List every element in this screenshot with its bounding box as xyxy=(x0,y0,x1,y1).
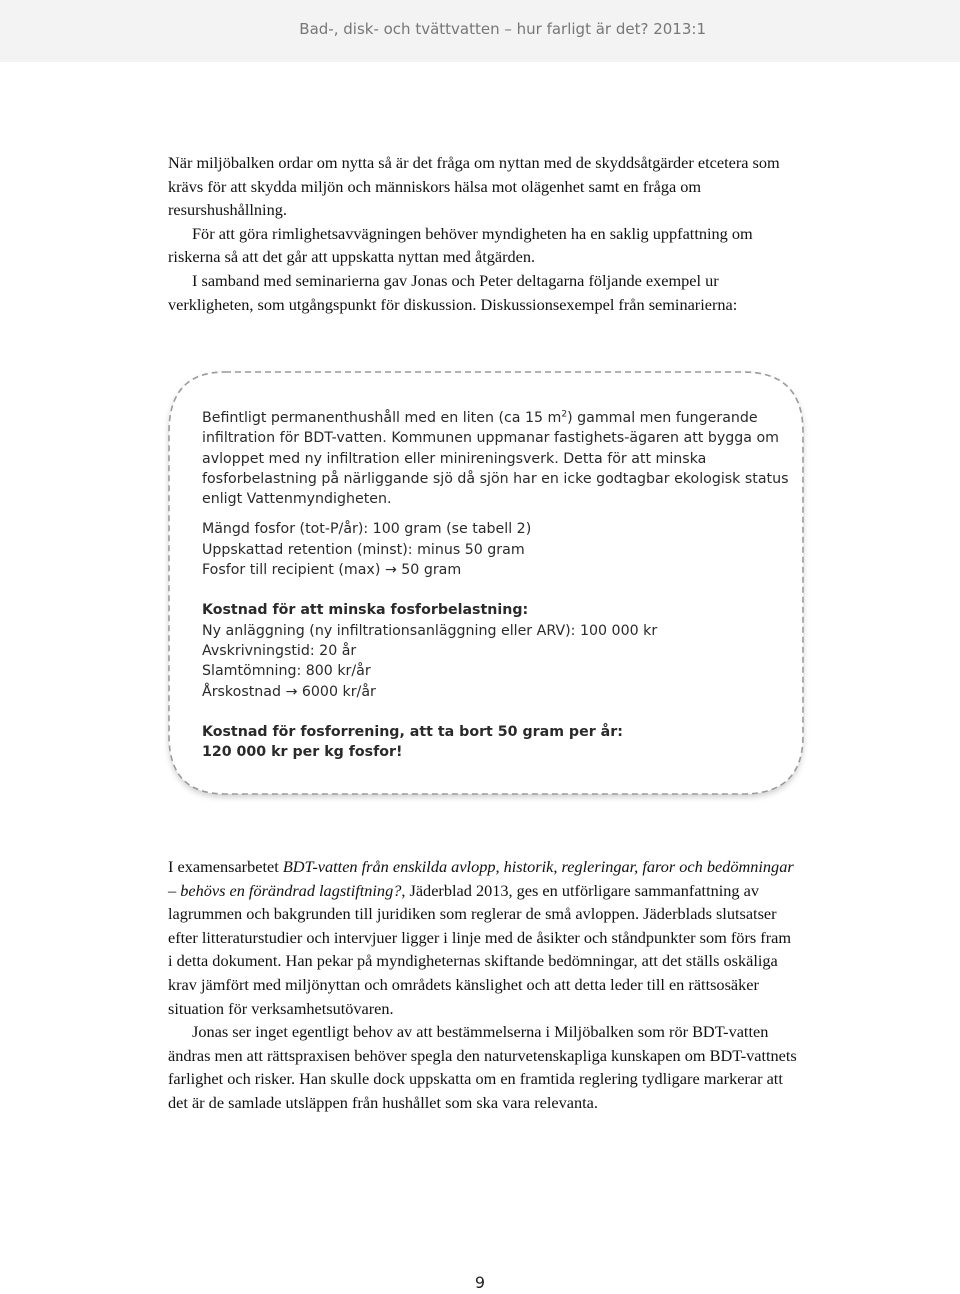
square-metre-superscript: 2 xyxy=(561,409,568,420)
closing-paragraph-2: Jonas ser inget egentligt behov av att bestämmelserna i Miljöbalken som rör BDT-vatten ändras men att rättspraxisen behöver spegla den naturvetenskapliga kunskapen om BDT-vattnets farlighet och risker. Han skulle dock uppskatta om en framtida reglering tydligare markerar att det är de samlade utsläppen från hushållet som ska vara relevanta. xyxy=(168,1022,797,1112)
intro-paragraph-3: I samband med seminarierna gav Jonas och Peter deltagarna följande exempel ur verkligheten, som utgångspunkt för diskussion. Diskussionsexempel från seminarierna: xyxy=(168,270,738,314)
example-box-content xyxy=(202,408,792,762)
page-number: 9 xyxy=(474,1273,486,1292)
thesis-title: BDT-vatten från enskilda avlopp, historik, regleringar, faror och bedömningar – behövs en förändrad lagstiftning? xyxy=(168,857,794,900)
closing-section xyxy=(168,855,798,1115)
example-description-start: Befintligt permanenthushåll med en liten (ca 15 m xyxy=(202,410,562,426)
phosphor-to-recipient: Fosfor till recipient (max) → 50 gram xyxy=(202,562,462,579)
depreciation-period: Avskrivningstid: 20 år xyxy=(202,642,357,659)
page-header xyxy=(0,0,960,62)
closing-paragraph-1-start: I examensarbetet xyxy=(168,857,283,876)
intro-section xyxy=(168,151,798,316)
summary-line-2: 120 000 kr per kg fosfor! xyxy=(202,744,403,761)
example-description-rest: ) gammal men fungerande infiltration för BDT-vatten. Kommunen uppmanar fastighets-ägaren att bygga om avloppet med ny infiltration eller minireningsverk. Detta för att minska fosforbelastning på närliggande sjö då sjön har en icke godtagbar ekologisk status enligt Vattenmyndigheten. xyxy=(202,410,789,508)
closing-paragraph-1 xyxy=(168,855,798,1020)
retention-line: Uppskattad retention (minst): minus 50 gram xyxy=(202,541,525,558)
intro-paragraph-2: För att göra rimlighetsavvägningen behöver myndigheten ha en saklig uppfattning om riskerna så att det går att uppskatta nyttan med åtgärden. xyxy=(168,223,753,267)
summary-line-1: Kostnad för fosforrening, att ta bort 50 gram per år: xyxy=(202,723,623,740)
cost-heading: Kostnad för att minska fosforbelastning: xyxy=(202,602,529,619)
phosphor-amount: Mängd fosfor (tot-P/år): 100 gram (se tabell 2) xyxy=(202,521,532,538)
sludge-emptying-cost: Slamtömning: 800 kr/år xyxy=(202,663,371,680)
example-description xyxy=(202,408,792,509)
header-title: Bad-, disk- och tvättvatten – hur farligt är det? 2013:1 xyxy=(299,20,706,38)
closing-paragraph-1-rest: , Jäderblad 2013, ges en utförligare sammanfattning av lagrummen och bakgrunden till juridiken som reglerar de små avloppen. Jäderblads slutsatser efter litteraturstudier och intervjuer ligger i linje med de åsikter och ståndpunkter som förs fram i detta dokument. Han pekar på myndigheternas skiftande bedömningar, att det ställs oskäliga krav jämfört med miljönyttan och områdets känslighet och att detta leder till en rättsosäker situation för verksamhetsutövaren. xyxy=(168,880,792,1018)
annual-cost: Årskostnad → 6000 kr/år xyxy=(202,683,376,700)
example-box xyxy=(163,366,816,802)
new-installation-cost: Ny anläggning (ny infiltrationsanläggning eller ARV): 100 000 kr xyxy=(202,622,658,639)
intro-paragraph-1: När miljöbalken ordar om nytta så är det fråga om nyttan med de skyddsåtgärder etcetera som krävs för att skydda miljön och människors hälsa mot olägenhet samt en fråga om resurshushållning. xyxy=(168,153,780,220)
